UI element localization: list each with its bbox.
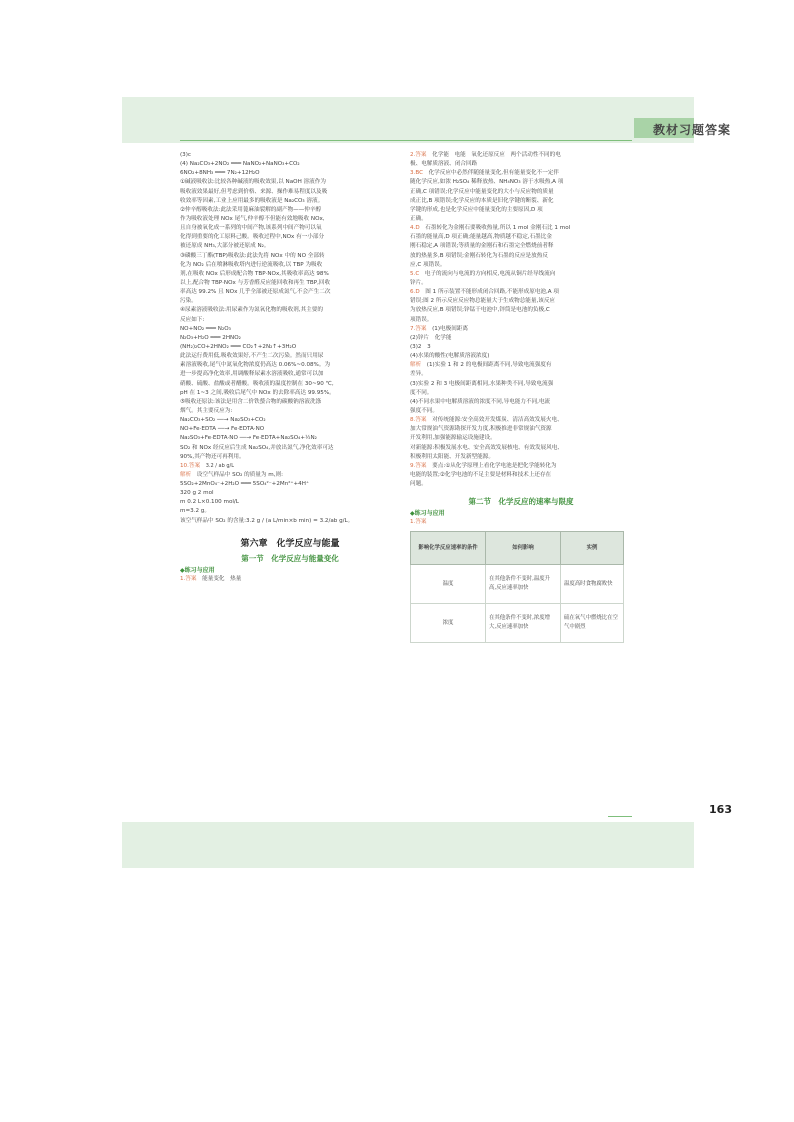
- q10-answer: 3.2 / ab g/L: [205, 462, 234, 469]
- q10-solution-lines: [180, 471, 400, 526]
- section-title-1: 第一节 化学反应与能量变化: [241, 553, 339, 563]
- text-line: 7.答案 (1)电极间距离: [410, 325, 469, 332]
- text-line: 6NO₂+8NH₃ ═══ 7N₂+12H₂O: [180, 170, 260, 177]
- table-row: [411, 565, 624, 604]
- table-cell: 浓度: [411, 604, 486, 643]
- text-line: (3)实验 2 和 3 电极间距离相同,水果种类不同,导致电流强: [410, 380, 554, 387]
- text-line: 刚石稳定,A 项错误;等质量的金刚石和石墨完全燃烧前者释: [410, 243, 554, 250]
- text-line: 积极利用太阳能、开发新型能源。: [410, 453, 494, 460]
- left-answer-lines: [180, 151, 400, 462]
- left-column: [180, 151, 400, 584]
- text-line: 硝酸、硫酸、盐酸或者醋酸。吸收液的温度控制在 30~90 ℃,: [180, 380, 334, 387]
- top-band: [122, 97, 694, 143]
- text-line: 320 g 2 mol: [180, 490, 214, 497]
- text-line: 被还原成 NH₃,大部分被还原成 N₂。: [180, 243, 270, 250]
- text-line: 率高达 99.2% 且 NOx 几乎全部被还原成氮气,不会产生二次: [180, 289, 331, 296]
- practice-label-left: ◆练习与应用: [180, 566, 215, 574]
- table-cell: 温度: [411, 565, 486, 604]
- text-line: (4)不同水果中电解质溶液的浓度不同,导电能力不同,电流: [410, 398, 551, 405]
- right-column: [410, 151, 632, 643]
- text-line: 差异。: [410, 371, 427, 378]
- table-header-row: [411, 532, 624, 565]
- text-line: 项错误。: [410, 316, 433, 323]
- text-line: 进一步提高净化效率,用调酸释尿素水溶液吸收,通常可以加: [180, 371, 324, 378]
- text-line: (3)2 3: [410, 343, 431, 350]
- table-cell: 在其他条件不变时,浓度增大,反应速率加快: [486, 604, 561, 643]
- answer-label: 9.答案: [410, 462, 427, 469]
- table-cell: 硫在氧气中燃烧比在空气中剧烈: [561, 604, 624, 643]
- section-title-2: 第二节 化学反应的速率与限度: [468, 497, 574, 507]
- chapter-title: 第六章 化学反应与能量: [240, 538, 340, 549]
- table-header-cell: 实例: [561, 532, 624, 565]
- text-line: 5SO₂+2MnO₄⁻+2H₂O ═══ 5SO₄²⁻+2Mn²⁺+4H⁺: [180, 481, 309, 488]
- text-line: (4) Na₂CO₃+2NO₂ ═══ NaNO₂+NaNO₃+CO₂: [180, 161, 300, 168]
- text-line: 石墨的能量高,D 项正确;能量越高,物质越不稳定,石墨比金: [410, 234, 552, 241]
- text-line: 剂,在吸收 NOx 后形成配合物 TBP·NOx,其吸收率高达 98%: [180, 270, 329, 277]
- answer-label: 解析: [180, 471, 192, 478]
- text-line: 4.D 石墨转化为金刚石要吸收热量,所以 1 mol 金刚石比 1 mol: [410, 225, 571, 232]
- text-line: 正确,C 项错误;化学反应中能量变化的大小与反应物的质量: [410, 188, 554, 195]
- text-line: 学键的形成,也是化学反应中能量变化的主要原因,D 项: [410, 206, 543, 213]
- answer-label: 5.C: [410, 270, 420, 277]
- q1-label-left: 1.答案: [180, 575, 197, 582]
- text-line: 应,C 项错误。: [410, 261, 446, 268]
- text-line: 且自身被氧化成一系列的中间产物,该系列中间产物可以氧: [180, 225, 322, 232]
- answer-label: 2.答案: [410, 152, 427, 158]
- text-line: ④尿素溶液吸收法:用尿素作为氮氧化物的吸收剂,其主要的: [180, 307, 323, 314]
- q10-answer-line: [180, 462, 400, 471]
- text-line: 污染。: [180, 298, 197, 305]
- text-line: (NH₂)₂CO+2HNO₂ ═══ CO₂↑+2N₂↑+3H₂O: [180, 343, 297, 350]
- text-line: 化为 NO₂ 后在喷淋吸收塔内进行逆流吸收,以 TBP 为吸收: [180, 261, 323, 268]
- text-line: 解析 (1)实验 1 和 2 的电极间距离不同,导致电流强度有: [410, 362, 552, 369]
- text-line: 正确。: [410, 215, 427, 222]
- text-line: (3)c: [180, 152, 191, 158]
- answer-label: 6.D: [410, 289, 420, 296]
- text-line: 6.D 图 1 所示装置不能形成闭合回路,不能形成原电池,A 项: [410, 289, 559, 296]
- text-line: 对新能源:积极发展水电、安全高效发展核电、有效发展风电、: [410, 444, 563, 451]
- text-line: 作为吸收液处理 NOx 尾气,仲辛醇不但能有效地吸收 NOx,: [180, 215, 325, 222]
- q1-label-right: 1.答案: [410, 519, 427, 526]
- answer-label: 7.答案: [410, 325, 427, 332]
- table-row: [411, 604, 624, 643]
- rate-factors-table: [410, 531, 624, 643]
- table-cell: 温度高时食物腐败快: [561, 565, 624, 604]
- table-header-cell: 影响化学反应速率的条件: [411, 532, 486, 565]
- text-line: 为放热反应,B 项错误;锌锰干电池中,锌筒是电池的负极,C: [410, 307, 550, 314]
- text-line: 成正比,B 项错误;化学反应的本质是旧化学键的断裂、新化: [410, 197, 554, 204]
- text-line: 8.答案 对传统能源:安全高效开发煤炭、清洁高效发展火电、: [410, 417, 563, 424]
- text-line: 以上,配合物 TBP·NOx 与芳香醛反应能回收和再生 TBP,回收: [180, 279, 331, 286]
- text-line: 开发利用,加强能源输运设施建设。: [410, 435, 496, 442]
- text-line: 素溶液吸收,尾气中氮氧化物浓度仍高达 0.06%~0.08%。为: [180, 362, 331, 369]
- text-line: 烟气。其主要反应为:: [180, 407, 233, 414]
- header-rule: [180, 140, 632, 141]
- text-line: 极、电解质溶液、闭合回路: [410, 161, 478, 168]
- text-line: 收效率等因素,工业上应用最多的吸收液是 Na₂CO₃ 溶液。: [180, 197, 324, 204]
- text-line: 度不同。: [410, 389, 433, 396]
- text-line: 化得到重要的化工原料己酸。吸收过程中,NOx 有一小部分: [180, 234, 325, 241]
- text-line: m 0.2 L×0.100 mol/L: [180, 499, 239, 506]
- bottom-band: [122, 822, 694, 868]
- text-line: ②仲辛醇吸收法:此法采用蓖麻油裂解的副产物——仲辛醇: [180, 206, 322, 213]
- answer-label: 8.答案: [410, 417, 427, 424]
- text-line: 90%,其产物还可再利用。: [180, 453, 245, 460]
- text-line: ①碱液吸收法:比较各种碱液的吸收效果,以 NaOH 溶液作为: [180, 179, 326, 186]
- table-header-cell: 如何影响: [486, 532, 561, 565]
- header-title: 教材习题答案: [652, 123, 731, 137]
- text-line: Na₂SO₃+Fe·EDTA·NO ──→ Fe·EDTA+Na₂SO₄+½N₂: [180, 435, 317, 442]
- answer-label: 4.D: [410, 225, 420, 232]
- page-body: [122, 143, 694, 822]
- text-line: 强度不同。: [410, 407, 438, 414]
- text-line: 反应如下:: [180, 316, 205, 323]
- text-line: 电能的装置;②化学电池的不足主要是材料和技术上还存在: [410, 471, 552, 478]
- text-line: 3.BC 化学反应中必然伴随能量变化,但有能量变化不一定伴: [410, 170, 560, 177]
- q1-answer-line-left: [180, 575, 400, 584]
- text-line: 5.C 电子的流向与电流的方向相反,电流从铜片经导线流向: [410, 270, 556, 277]
- page-number-rule: [608, 816, 632, 817]
- q1-answer-left: 能量变化 热量: [202, 575, 242, 582]
- text-line: 放的热量多,B 项错误;金刚石转化为石墨的反应是放热反: [410, 252, 548, 259]
- text-line: ⑤吸收还原法:该法是用含二价铁螯合物的碳酸钠溶液洗涤: [180, 398, 322, 405]
- text-line: 锌片。: [410, 279, 427, 286]
- text-line: 该空气样品中 SO₂ 的含量:3.2 g / (a L/min×b min) = 3.2/ab g/L。: [180, 517, 354, 524]
- text-line: SO₂ 和 NOx 经反应后生成 Na₂SO₄,并放出氮气,净化效率可达: [180, 444, 334, 451]
- text-line: NO+Fe·EDTA ──→ Fe·EDTA·NO: [180, 426, 265, 433]
- text-line: 2.答案 化学能 电能 氧化还原反应 两个活动性不同的电: [410, 152, 561, 158]
- text-line: 加大常规油气资源勘探开发力度,积极推进非常规油气资源: [410, 426, 552, 433]
- practice-label-right: ◆练习与应用: [410, 510, 445, 518]
- answer-label: 3.BC: [410, 170, 423, 177]
- page-number: 163: [709, 803, 732, 816]
- text-line: pH 在 1~3 之间,吸收后尾气中 NOx 的去除率高达 99.95%。: [180, 389, 335, 396]
- right-answer-lines: [410, 151, 632, 489]
- text-line: N₂O₃+H₂O ═══ 2HNO₂: [180, 334, 241, 341]
- q1-answer-line-right: [410, 518, 632, 527]
- text-line: NO+NO₂ ═══ N₂O₃: [180, 325, 231, 332]
- text-line: 9.答案 要点:①从化学原理上看化学电池是把化学能转化为: [410, 462, 557, 469]
- table-cell: 在其他条件不变时,温度升高,反应速率加快: [486, 565, 561, 604]
- text-line: (4)水果的酸性(电解质溶液浓度): [410, 353, 490, 360]
- text-line: (2)锌片 化学能: [410, 334, 452, 341]
- text-line: 吸收液效果最好,但考虑到价格、来源、操作难易程度以及吸: [180, 188, 328, 195]
- text-line: 随化学反应,如浓 H₂SO₄ 稀释放热、NH₄NO₃ 溶于水吸热,A 项: [410, 179, 564, 186]
- q10-label: 10.答案: [180, 462, 201, 469]
- text-line: m=3.2 g。: [180, 508, 210, 515]
- text-line: 此法运行费用低,吸收效果好,不产生二次污染。然而只用尿: [180, 353, 324, 360]
- text-line: 问题。: [410, 481, 427, 488]
- text-line: ③磷酸三丁酯(TBP)吸收法:此法先将 NOx 中的 NO 全部转: [180, 252, 325, 259]
- text-line: Na₂CO₃+SO₂ ──→ Na₂SO₃+CO₂: [180, 417, 266, 424]
- text-line: 解析 设空气样品中 SO₂ 的质量为 m,则:: [180, 471, 283, 478]
- text-line: 错误;图 2 所示反应反应物总能量大于生成物总能量,该反应: [410, 298, 556, 305]
- answer-label: 解析: [410, 362, 422, 369]
